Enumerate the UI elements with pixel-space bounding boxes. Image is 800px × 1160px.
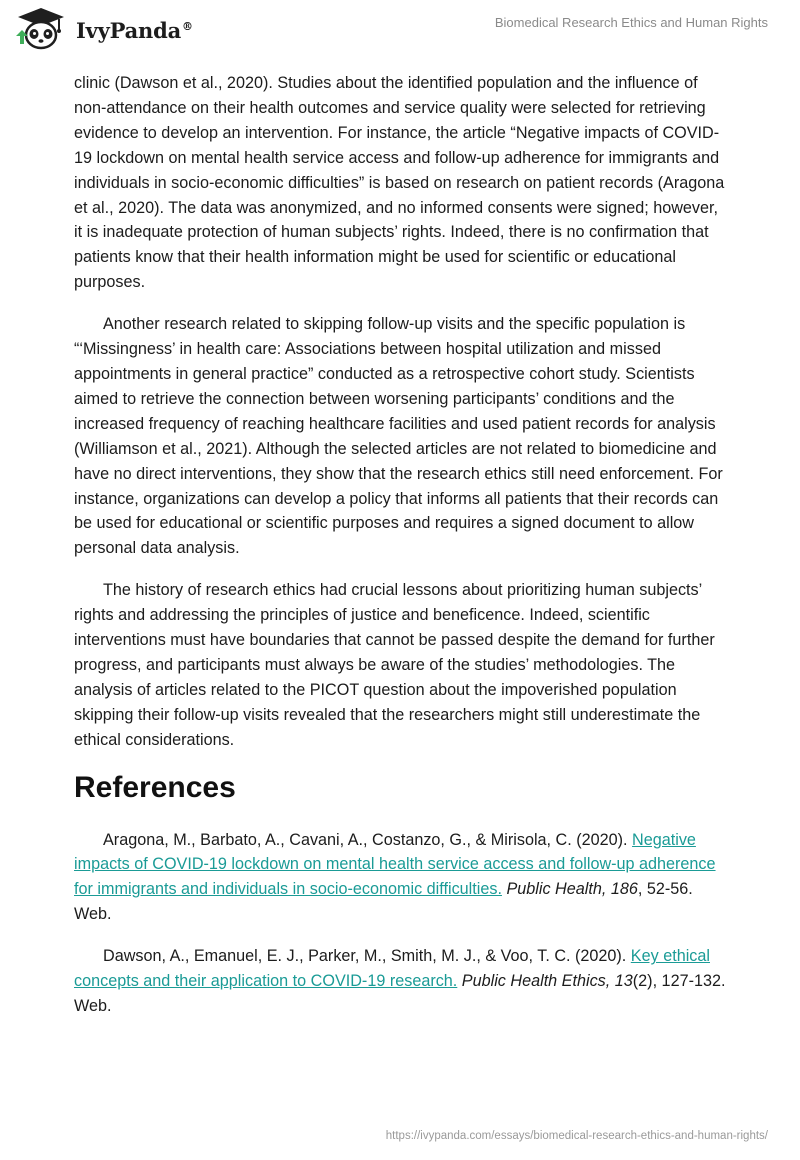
- reference-authors: Aragona, M., Barbato, A., Cavani, A., Costanzo, G., & Mirisola, C. (2020).: [103, 830, 633, 849]
- reference-volume: 13: [610, 972, 633, 991]
- reference-journal: Public Health Ethics,: [457, 972, 611, 991]
- page-header: [0, 0, 800, 60]
- source-url[interactable]: https://ivypanda.com/essays/biomedical-research-ethics-and-human-rights/: [385, 1130, 768, 1142]
- body-paragraph: clinic (Dawson et al., 2020). Studies about the identified population and the influence of non-attendance on their health outcomes and service quality were selected for retrieving evidence to develop an intervention. For instance, the article “Negative impacts of COVID-19 lockdown on mental health service access and follow-up adherence for immigrants and individuals in socio-economic difficulties” is based on research on patient records (Aragona et al., 2020). The data was anonymized, and no informed consents were signed; however, it is inadequate protection of human subjects’ rights. Indeed, there is no confirmation that patients know that their health information might be used for scientific or educational purposes.: [74, 74, 725, 292]
- reference-volume: 186: [606, 880, 638, 899]
- reference-link[interactable]: Negative impacts of COVID-19 lockdown on mental health service access and follow-up adherence for immigrants and individuals in socio-economic difficulties.: [74, 830, 716, 899]
- brand-name: IvyPanda®: [76, 17, 193, 43]
- reference-entry: [74, 828, 730, 928]
- logo[interactable]: [12, 6, 193, 50]
- reference-journal: Public Health,: [501, 880, 607, 899]
- panda-logo-icon: [12, 6, 70, 50]
- references-heading: References: [74, 770, 236, 804]
- reference-entry: [74, 944, 730, 1019]
- reference-authors: Dawson, A., Emanuel, E. J., Parker, M., Smith, M. J., & Voo, T. C. (2020).: [103, 947, 631, 966]
- document-title: Biomedical Research Ethics and Human Rights: [494, 15, 768, 30]
- reference-pages: , 52-56. Web.: [74, 880, 693, 924]
- essay-content: [74, 71, 730, 1036]
- reference-link[interactable]: Key ethical concepts and their application to COVID-19 research.: [74, 947, 710, 991]
- body-paragraph: Another research related to skipping follow-up visits and the specific population is “‘Missingness’ in health care: Associations between hospital utilization and missed appointments in general practice” conducted as a retrospective cohort study. Scientists aimed to retrieve the connection between worsening participants’ conditions and the increased frequency of reaching healthcare facilities and used patient records for analysis (Williamson et al., 2021). Although the selected articles are not related to biomedicine and have no direct interventions, they show that the research ethics still need enforcement. For instance, organizations can develop a policy that informs all patients that their records can be used for educational or scientific purposes and requires a signed document to allow personal data analysis.: [74, 315, 723, 558]
- reference-pages: (2), 127-132. Web.: [74, 972, 726, 1015]
- body-paragraph: The history of research ethics had crucial lessons about prioritizing human subjects’ rights and addressing the principles of justice and beneficence. Indeed, scientific interventions must have boundaries that cannot be passed despite the demand for further progress, and participants must always be aware of the studies’ methodologies. The analysis of articles related to the PICOT question about the impoverished population skipping their follow-up visits revealed that the researchers might still underestimate the ethical considerations.: [74, 581, 715, 749]
